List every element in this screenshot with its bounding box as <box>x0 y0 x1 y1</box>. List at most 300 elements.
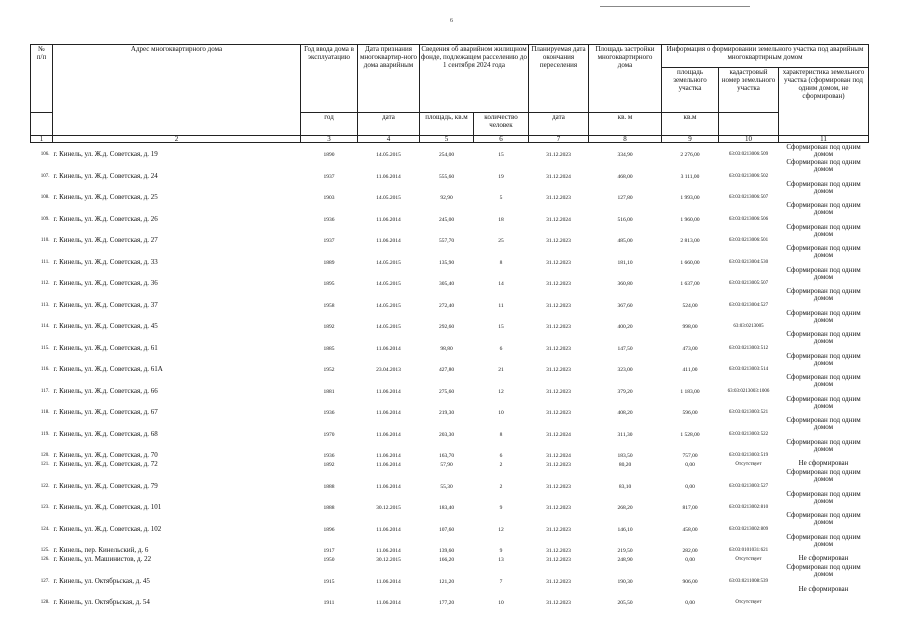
row-address: г. Кинель, ул. Ж.д. Советская, д. 72 <box>53 460 158 468</box>
row-people: 21 <box>498 367 504 373</box>
col-number: 7 <box>529 136 589 143</box>
header-land-info: Информация о формировании земельного участка под аварийным многоквартирным домом <box>662 45 869 68</box>
row-building-area: 268,20 <box>617 505 633 511</box>
subheader-empty-kad <box>719 113 779 136</box>
row-cadastral: 63:03:0213003:514 <box>728 367 769 372</box>
row-building-area: 248,90 <box>617 557 633 563</box>
row-year-built: 1885 <box>323 345 335 352</box>
row-date-recognized: 11.06.2014 <box>376 453 401 459</box>
row-planned-date: 31.12.2023 <box>546 345 571 352</box>
row-land-area: 2 813,00 <box>680 238 700 244</box>
row-date-recognized: 11.06.2014 <box>376 548 401 554</box>
row-building-area: 183,50 <box>617 453 633 459</box>
row-people: 12 <box>498 388 504 395</box>
row-land-area: 3 111,00 <box>680 173 700 180</box>
row-land-area: 0,00 <box>685 462 695 468</box>
row-area: 305,40 <box>438 281 455 287</box>
row-land-char: Сформирован под одним домом <box>786 563 861 578</box>
table-row <box>31 395 869 417</box>
row-year-built: 1970 <box>323 431 335 438</box>
row-number: 128. <box>40 600 50 605</box>
row-number: 120. <box>40 453 50 458</box>
row-area: 254,00 <box>438 152 455 158</box>
row-date-recognized: 14.05.2015 <box>376 281 401 287</box>
table-body <box>31 143 869 607</box>
subheader-plan-date: дата <box>529 113 589 136</box>
row-date-recognized: 14.05.2015 <box>376 259 401 266</box>
row-cadastral: 63:03:0101031:621 <box>728 548 769 553</box>
row-land-char: Сформирован под одним домом <box>786 468 861 483</box>
row-year-built: 1936 <box>323 453 335 459</box>
row-date-recognized: 14.05.2015 <box>376 195 401 201</box>
row-land-area: 0,00 <box>685 557 695 563</box>
row-planned-date: 31.12.2023 <box>546 462 571 468</box>
row-people: 10 <box>498 410 504 416</box>
header-cadastral: кадастровый номер земельного участка <box>719 68 779 113</box>
row-address: г. Кинель, ул. Ж.д. Советская, д. 79 <box>53 481 158 490</box>
col-number: 1 <box>31 136 53 143</box>
row-number: 124. <box>40 526 50 532</box>
row-land-char: Сформирован под одним домом <box>786 265 861 281</box>
row-building-area: 400,20 <box>617 324 633 330</box>
table-row <box>31 416 869 438</box>
row-planned-date: 31.12.2023 <box>546 548 571 554</box>
table-row <box>31 585 869 607</box>
row-number: 106. <box>40 152 50 157</box>
table-row <box>31 459 869 468</box>
row-number: 119. <box>40 431 50 437</box>
row-cadastral: 63:03:0213003:512 <box>728 345 769 351</box>
row-people: 14 <box>498 281 504 287</box>
row-cadastral: 63:03:0213006:501 <box>728 238 769 243</box>
row-address: г. Кинель, ул. Ж.д. Советская, д. 19 <box>53 150 158 158</box>
row-address: г. Кинель, ул. Октябрьская, д. 45 <box>53 576 150 585</box>
row-year-built: 1892 <box>323 324 335 330</box>
row-land-area: 1 528,00 <box>680 431 700 438</box>
row-planned-date: 31.12.2024 <box>546 453 571 459</box>
row-building-area: 146,10 <box>617 526 633 533</box>
row-date-recognized: 11.06.2014 <box>376 431 401 438</box>
table-row <box>31 223 869 245</box>
row-area: 272,40 <box>438 302 455 309</box>
row-land-char: Сформирован под одним домом <box>786 416 861 431</box>
row-building-area: 367,60 <box>617 302 633 309</box>
row-building-area: 408,20 <box>617 410 633 416</box>
row-cadastral: 63:03:0213004:527 <box>728 302 769 308</box>
row-building-area: 468,00 <box>617 173 633 180</box>
row-planned-date: 31.12.2023 <box>546 600 571 606</box>
row-year-built: 1950 <box>323 557 335 563</box>
row-date-recognized: 11.06.2014 <box>376 526 401 533</box>
row-date-recognized: 11.06.2014 <box>376 388 401 395</box>
header-address: Адрес многоквартирного дома <box>53 45 301 136</box>
row-area: 555,60 <box>438 173 455 180</box>
row-land-area: 0,00 <box>685 483 695 490</box>
row-planned-date: 31.12.2023 <box>546 388 571 395</box>
header-planned-date: Планируемая дата окончания переселения <box>529 45 589 113</box>
row-date-recognized: 14.05.2015 <box>376 302 401 309</box>
row-people: 2 <box>499 483 503 490</box>
row-cadastral: 63:03:0213006:507 <box>728 195 769 200</box>
row-cadastral: 63:03:0213003:527 <box>728 483 769 489</box>
row-cadastral: 63:03:0213003:521 <box>728 410 769 415</box>
row-people: 6 <box>499 345 503 352</box>
row-date-recognized: 11.06.2014 <box>376 173 401 180</box>
row-cadastral: 63:03:0213004:530 <box>728 259 769 265</box>
row-people: 11 <box>498 302 504 309</box>
row-date-recognized: 14.05.2015 <box>376 152 401 158</box>
row-year-built: 1890 <box>323 152 335 158</box>
row-number: 107. <box>40 173 50 179</box>
row-land-area: 473,00 <box>682 345 698 352</box>
row-building-area: 83,10 <box>618 483 632 490</box>
row-area: 98,80 <box>440 345 453 352</box>
row-cadastral: 63:03:0211008:539 <box>729 578 768 584</box>
row-land-char: Сформирован под одним домом <box>786 308 861 324</box>
table-row <box>31 352 869 374</box>
row-number: 115. <box>40 345 50 351</box>
header-num: № п/п <box>31 45 53 113</box>
row-people: 18 <box>498 216 504 223</box>
col-number: 6 <box>474 136 529 143</box>
row-area: 219,30 <box>438 410 455 416</box>
row-planned-date: 31.12.2024 <box>546 216 571 223</box>
row-land-char: Сформирован под одним домом <box>786 511 861 526</box>
row-area: 121,20 <box>438 578 455 585</box>
col-number: 11 <box>779 136 869 143</box>
row-year-built: 1896 <box>323 526 335 533</box>
row-area: 55,30 <box>440 483 453 490</box>
table-row <box>31 468 869 490</box>
row-number: 125. <box>40 548 50 553</box>
row-address: г. Кинель, ул. Ж.д. Советская, д. 33 <box>53 257 158 266</box>
row-building-area: 311,30 <box>617 431 633 438</box>
row-area: 57,90 <box>440 462 453 468</box>
row-land-char: Сформирован под одним домом <box>786 330 861 345</box>
row-cadastral: 63:03:0213002:810 <box>728 505 769 510</box>
row-building-area: 181,10 <box>617 259 633 266</box>
row-land-char: Не сформирован <box>798 459 849 467</box>
row-cadastral: Отсутствует <box>735 600 762 605</box>
row-cadastral: 63:03:0213006:502 <box>728 173 769 179</box>
row-land-area: 2 276,00 <box>680 152 700 158</box>
row-people: 2 <box>499 462 503 468</box>
table-row <box>31 180 869 202</box>
row-date-recognized: 30.12.2015 <box>376 557 401 563</box>
row-land-char: Сформирован под одним домом <box>786 158 861 173</box>
row-building-area: 334,90 <box>617 152 633 158</box>
row-address: г. Кинель, ул. Машинистов, д. 22 <box>53 555 152 563</box>
subheader-kvm2: кв.м <box>662 113 719 136</box>
row-building-area: 127,80 <box>617 195 633 201</box>
row-address: г. Кинель, ул. Ж.д. Советская, д. 24 <box>53 171 158 180</box>
row-date-recognized: 30.12.2015 <box>376 505 401 511</box>
row-building-area: 360,80 <box>617 281 633 287</box>
col-number: 8 <box>589 136 662 143</box>
row-people: 9 <box>499 548 503 554</box>
top-rule <box>600 6 750 7</box>
row-address: г. Кинель, ул. Ж.д. Советская, д. 66 <box>53 386 158 395</box>
row-number: 116. <box>40 367 50 372</box>
row-land-char: Сформирован под одним домом <box>786 201 861 216</box>
row-number: 121. <box>40 462 50 467</box>
row-date-recognized: 11.06.2014 <box>376 483 401 490</box>
row-address: г. Кинель, ул. Ж.д. Советская, д. 26 <box>53 214 158 223</box>
row-address: г. Кинель, пер. Кинельский, д. 6 <box>53 546 149 554</box>
row-area: 92,90 <box>440 195 453 201</box>
row-date-recognized: 11.06.2014 <box>376 410 401 416</box>
row-land-char: Не сформирован <box>798 584 849 593</box>
row-land-area: 817,00 <box>682 505 698 511</box>
row-planned-date: 31.12.2023 <box>546 281 571 287</box>
row-date-recognized: 11.06.2014 <box>376 578 401 585</box>
row-planned-date: 31.12.2023 <box>546 152 571 158</box>
row-year-built: 1936 <box>323 216 335 223</box>
row-land-area: 411,00 <box>682 367 698 373</box>
row-address: г. Кинель, ул. Ж.д. Советская, д. 37 <box>53 300 158 309</box>
row-cadastral: 63:03:0213003:1006 <box>727 388 770 394</box>
row-area: 183,40 <box>438 505 455 511</box>
row-date-recognized: 14.05.2015 <box>376 324 401 330</box>
row-land-area: 282,00 <box>682 548 698 554</box>
row-area: 177,20 <box>438 600 455 606</box>
table-row <box>31 554 869 563</box>
row-year-built: 1888 <box>323 505 335 511</box>
row-planned-date: 31.12.2023 <box>546 259 571 266</box>
row-address: г. Кинель, ул. Ж.д. Советская, д. 68 <box>53 429 158 438</box>
row-building-area: 516,00 <box>617 216 633 223</box>
row-address: г. Кинель, ул. Ж.д. Советская, д. 45 <box>53 322 158 330</box>
row-people: 9 <box>499 505 503 511</box>
col-number: 2 <box>53 136 301 143</box>
row-land-char: Сформирован под одним домом <box>786 222 861 238</box>
row-number: 126. <box>40 557 50 562</box>
row-land-char: Сформирован под одним домом <box>786 179 861 195</box>
table-row <box>31 373 869 395</box>
row-number: 110. <box>40 238 50 243</box>
row-date-recognized: 11.06.2014 <box>376 238 401 244</box>
row-planned-date: 31.12.2023 <box>546 195 571 201</box>
row-people: 15 <box>498 324 504 330</box>
row-people: 8 <box>499 259 503 266</box>
row-planned-date: 31.12.2023 <box>546 505 571 511</box>
subheader-empty <box>31 113 53 136</box>
row-area: 135,90 <box>438 259 455 266</box>
header-land-char: характеристика земельного участка (сформирован под одним домом, не сформирован) <box>779 68 869 136</box>
subheader-year: год <box>301 113 358 136</box>
row-land-char: Сформирован под одним домом <box>786 373 861 388</box>
row-people: 10 <box>498 600 504 606</box>
col-number: 4 <box>358 136 420 143</box>
header-building-area: Площадь застройки многоквартирного дома <box>589 45 662 113</box>
row-number: 114. <box>40 324 50 329</box>
row-land-area: 1 660,00 <box>680 259 700 266</box>
row-people: 13 <box>498 557 504 563</box>
row-land-char: Сформирован под одним домом <box>786 394 861 410</box>
row-land-char: Сформирован под одним домом <box>786 287 861 302</box>
row-planned-date: 31.12.2023 <box>546 526 571 533</box>
table-row <box>31 266 869 288</box>
table-row <box>31 143 869 159</box>
row-building-area: 205,50 <box>617 600 633 606</box>
row-people: 25 <box>498 238 504 244</box>
row-planned-date: 31.12.2023 <box>546 578 571 585</box>
row-year-built: 1915 <box>323 578 335 585</box>
header-land-area: площадь земельного участка <box>662 68 719 113</box>
row-land-area: 458,00 <box>682 526 698 533</box>
subheader-people: количество человек <box>474 113 529 136</box>
row-land-char: Сформирован под одним домом <box>786 532 861 548</box>
row-building-area: 485,00 <box>617 238 633 244</box>
col-number: 3 <box>301 136 358 143</box>
subheader-area: площадь, кв.м <box>420 113 474 136</box>
row-year-built: 1958 <box>323 302 335 309</box>
row-area: 245,00 <box>438 216 455 223</box>
table-row <box>31 244 869 266</box>
row-year-built: 1892 <box>323 462 335 468</box>
row-land-area: 1 960,00 <box>680 216 700 223</box>
row-number: 113. <box>40 302 50 308</box>
row-cadastral: 63:03:0213003:519 <box>728 453 769 458</box>
table-row <box>31 511 869 533</box>
row-address: г. Кинель, ул. Ж.д. Советская, д. 27 <box>53 236 158 244</box>
row-number: 122. <box>40 483 50 489</box>
row-address: г. Кинель, ул. Ж.д. Советская, д. 61 <box>53 343 158 352</box>
row-people: 19 <box>498 173 504 180</box>
row-year-built: 1937 <box>323 173 335 180</box>
table-row <box>31 533 869 555</box>
row-land-area: 906,00 <box>682 578 698 585</box>
header-date-recognized: Дата признания многоквартир-ного дома аварийным <box>358 45 420 113</box>
row-people: 15 <box>498 152 504 158</box>
row-year-built: 1903 <box>323 195 335 201</box>
row-people: 7 <box>499 578 503 585</box>
row-land-area: 1 993,00 <box>680 195 700 201</box>
row-year-built: 1952 <box>323 367 335 373</box>
row-number: 118. <box>40 410 50 415</box>
row-land-char: Сформирован под одним домом <box>786 489 861 505</box>
row-number: 127. <box>40 578 50 584</box>
row-building-area: 80,20 <box>618 462 632 468</box>
row-year-built: 1888 <box>323 483 335 490</box>
row-building-area: 379,20 <box>617 388 633 395</box>
row-cadastral: 63:03:0213006:506 <box>728 216 769 222</box>
row-land-char: Не сформирован <box>798 554 849 562</box>
row-building-area: 219,50 <box>617 548 633 554</box>
row-people: 8 <box>499 431 503 438</box>
row-planned-date: 31.12.2024 <box>546 431 571 438</box>
header-year-built: Год ввода дома в эксплуатацию <box>301 45 358 113</box>
row-land-char: Сформирован под одним домом <box>786 437 861 453</box>
row-cadastral: Отсутствует <box>735 557 762 562</box>
row-year-built: 1937 <box>323 238 335 244</box>
row-land-area: 524,00 <box>682 302 698 309</box>
row-date-recognized: 23.04.2013 <box>376 367 401 373</box>
row-number: 117. <box>40 388 50 394</box>
table-row <box>31 201 869 223</box>
row-land-area: 998,00 <box>682 324 698 330</box>
row-planned-date: 31.12.2023 <box>546 410 571 416</box>
row-address: г. Кинель, ул. Ж.д. Советская, д. 67 <box>53 408 158 416</box>
row-date-recognized: 11.06.2014 <box>376 462 401 468</box>
col-number: 5 <box>420 136 474 143</box>
row-number: 109. <box>40 216 50 222</box>
row-cadastral: 63:03:0213005:507 <box>728 281 769 286</box>
row-land-area: 0,00 <box>685 600 695 606</box>
row-number: 112. <box>40 281 50 286</box>
row-address: г. Кинель, ул. Ж.д. Советская, д. 102 <box>53 524 162 533</box>
header-emergency-info: Сведения об аварийном жилищном фонде, подлежащем расселению до 1 сентября 2024 года <box>420 45 529 113</box>
row-building-area: 323,00 <box>617 367 633 373</box>
row-planned-date: 31.12.2023 <box>546 324 571 330</box>
row-year-built: 1895 <box>323 281 335 287</box>
table-row <box>31 563 869 585</box>
row-address: г. Кинель, ул. Ж.д. Советская, д. 25 <box>53 193 158 201</box>
row-area: 557,70 <box>438 238 455 244</box>
row-year-built: 1911 <box>323 600 335 606</box>
row-planned-date: 31.12.2023 <box>546 238 571 244</box>
row-year-built: 1936 <box>323 410 335 416</box>
row-date-recognized: 11.06.2014 <box>376 216 401 223</box>
row-area: 275,60 <box>438 388 455 395</box>
row-area: 427,80 <box>438 367 455 373</box>
row-land-char: Сформирован под одним домом <box>786 143 861 158</box>
row-building-area: 147,50 <box>617 345 633 352</box>
table-row <box>31 330 869 352</box>
page-number: 6 <box>450 18 453 24</box>
row-address: г. Кинель, ул. Ж.д. Советская, д. 61А <box>53 365 163 373</box>
row-land-area: 757,00 <box>682 453 698 459</box>
table-row <box>31 309 869 331</box>
row-land-char: Сформирован под одним домом <box>786 351 861 367</box>
row-number: 108. <box>40 195 50 200</box>
row-cadastral: Отсутствует <box>735 462 762 467</box>
row-address: г. Кинель, ул. Ж.д. Советская, д. 70 <box>53 451 158 459</box>
col-number: 10 <box>719 136 779 143</box>
row-date-recognized: 11.06.2014 <box>376 345 401 352</box>
row-land-char: Сформирован под одним домом <box>786 244 861 259</box>
row-land-area: 1 637,00 <box>680 281 700 287</box>
row-area: 203,30 <box>438 431 455 438</box>
row-people: 5 <box>499 195 503 201</box>
row-year-built: 1917 <box>323 548 335 554</box>
row-planned-date: 31.12.2024 <box>546 173 571 180</box>
row-area: 163,70 <box>438 453 455 459</box>
subheader-kvm: кв. м <box>589 113 662 136</box>
row-planned-date: 31.12.2023 <box>546 367 571 373</box>
row-people: 6 <box>499 453 503 459</box>
row-area: 107,60 <box>438 526 455 533</box>
row-year-built: 1889 <box>323 259 335 266</box>
subheader-date: дата <box>358 113 420 136</box>
emergency-housing-table <box>30 44 869 606</box>
row-land-area: 596,00 <box>682 410 698 416</box>
row-address: г. Кинель, ул. Октябрьская, д. 54 <box>53 598 150 606</box>
row-area: 166,20 <box>438 557 455 563</box>
row-planned-date: 31.12.2023 <box>546 483 571 490</box>
row-cadastral: 63:03:0213005 <box>733 324 764 329</box>
row-planned-date: 31.12.2023 <box>546 557 571 563</box>
row-year-built: 1881 <box>323 388 335 395</box>
row-area: 292,60 <box>438 324 455 330</box>
row-date-recognized: 11.06.2014 <box>376 600 401 606</box>
row-building-area: 190,30 <box>617 578 633 585</box>
row-number: 123. <box>40 505 50 510</box>
row-number: 111. <box>41 259 50 265</box>
col-number: 9 <box>662 136 719 143</box>
row-land-area: 1 183,00 <box>680 388 700 395</box>
table-row <box>31 438 869 460</box>
